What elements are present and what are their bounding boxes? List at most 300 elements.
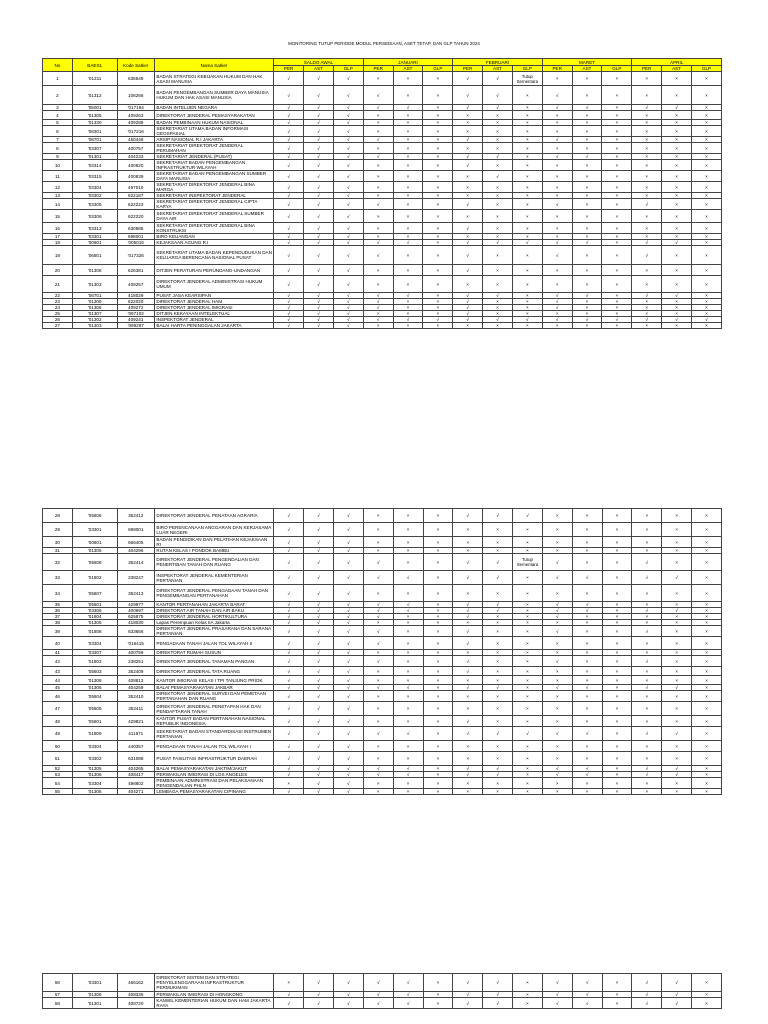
cell-status: √: [453, 571, 483, 585]
header-subcolumn-ast: AST: [572, 66, 602, 72]
cell-status: ×: [423, 509, 453, 523]
cell-status: ×: [393, 246, 423, 265]
cell-status: ×: [512, 105, 542, 111]
cell-status: ×: [453, 620, 483, 626]
cell-status: ×: [572, 620, 602, 626]
cell-status: ×: [602, 998, 632, 1009]
cell-status: √: [333, 667, 363, 676]
cell-status: ×: [483, 702, 513, 716]
cell-status: ×: [483, 778, 513, 789]
cell-status: √: [333, 620, 363, 626]
cell-status: ×: [632, 523, 662, 537]
cell-status: √: [483, 509, 513, 523]
cell-status: √: [453, 223, 483, 234]
cell-baes1: '03307: [72, 143, 117, 154]
cell-kode-satker: 633656: [117, 626, 154, 637]
cell-baes1: '05604: [72, 691, 117, 702]
cell-status: ×: [363, 223, 393, 234]
cell-status: ×: [542, 509, 572, 523]
cell-status: ×: [691, 154, 721, 160]
cell-status: √: [304, 676, 334, 685]
cell-status: ×: [393, 72, 423, 86]
cell-status: ×: [363, 210, 393, 223]
cell-nama-satker: PEMBINAAN ADMINISTRASI DAN PELAKSANAAN PENGENDALIAN PHLN: [154, 778, 273, 789]
cell-status: √: [363, 246, 393, 265]
cell-status: √: [662, 766, 692, 772]
cell-status: √: [662, 105, 692, 111]
cell-baes1: '01330: [72, 120, 117, 126]
cell-nama-satker: LEMBAGA PEMASYARAKATAN CIPINANG: [154, 789, 273, 795]
cell-status: ×: [602, 992, 632, 998]
cell-no: 2: [43, 86, 73, 105]
cell-status: √: [304, 537, 334, 548]
cell-status: ×: [662, 246, 692, 265]
cell-status: ×: [572, 111, 602, 120]
cell-status: ×: [423, 111, 453, 120]
cell-no: 38: [43, 620, 73, 626]
cell-status: √: [304, 311, 334, 317]
cell-baes1: '01803: [72, 656, 117, 667]
cell-status: √: [363, 137, 393, 143]
cell-no: 53: [43, 772, 73, 778]
cell-status: ×: [602, 608, 632, 614]
cell-no: 52: [43, 766, 73, 772]
cell-baes1: '03302: [72, 752, 117, 766]
cell-status: ×: [423, 778, 453, 789]
cell-no: 10: [43, 160, 73, 171]
cell-status: ×: [512, 299, 542, 305]
cell-status: ×: [423, 234, 453, 240]
cell-status: ×: [602, 171, 632, 182]
cell-status: ×: [602, 210, 632, 223]
cell-no: 12: [43, 182, 73, 193]
cell-status: √: [333, 265, 363, 276]
cell-status: ×: [512, 182, 542, 193]
cell-status: ×: [483, 311, 513, 317]
cell-status: √: [304, 614, 334, 620]
cell-status: ×: [512, 137, 542, 143]
cell-status: √: [304, 299, 334, 305]
cell-status: ×: [632, 614, 662, 620]
cell-status: ×: [572, 234, 602, 240]
cell-status: ×: [453, 193, 483, 199]
table-row: [43, 537, 722, 548]
cell-status: √: [483, 685, 513, 691]
cell-status: √: [363, 199, 393, 210]
cell-status: √: [304, 685, 334, 691]
cell-status: ×: [423, 223, 453, 234]
cell-status: √: [393, 608, 423, 614]
cell-status: √: [304, 120, 334, 126]
cell-status: ×: [453, 323, 483, 329]
cell-status: √: [453, 317, 483, 323]
cell-status: √: [274, 160, 304, 171]
cell-status: √: [572, 105, 602, 111]
cell-status: √: [304, 554, 334, 571]
cell-status: ×: [453, 111, 483, 120]
cell-status: ×: [513, 676, 543, 685]
cell-baes1: '03304: [72, 741, 117, 752]
cell-status: ×: [692, 571, 722, 585]
cell-status: √: [274, 276, 304, 293]
cell-status: ×: [662, 509, 692, 523]
header-subcolumn-glp: GLP: [691, 66, 721, 72]
cell-status: √: [662, 772, 692, 778]
cell-kode-satker: 409263: [117, 111, 154, 120]
cell-status: ×: [363, 716, 393, 727]
cell-kode-satker: 400820: [117, 160, 154, 171]
cell-nama-satker: INSPEKTORAT JENDERAL: [154, 317, 273, 323]
cell-status: ×: [423, 676, 453, 685]
cell-status: √: [662, 608, 692, 614]
cell-status: ×: [453, 548, 483, 554]
cell-kode-satker: 466162: [117, 974, 154, 992]
cell-status: √: [274, 548, 304, 554]
cell-no: 15: [43, 210, 73, 223]
table-row: [43, 702, 722, 716]
cell-status: ×: [483, 752, 513, 766]
cell-status: ×: [423, 265, 453, 276]
cell-kode-satker: 408720: [117, 998, 154, 1009]
cell-status: ×: [513, 702, 543, 716]
cell-status: ×: [691, 223, 721, 234]
cell-status: √: [333, 752, 363, 766]
cell-status: √: [333, 137, 363, 143]
cell-no: 27: [43, 323, 73, 329]
cell-status: ×: [692, 727, 722, 741]
cell-status: √: [363, 992, 393, 998]
cell-status: √: [632, 240, 662, 246]
cell-status: ×: [572, 171, 602, 182]
cell-status: ×: [602, 602, 632, 608]
cell-kode-satker: '017194: [117, 105, 154, 111]
cell-status: √: [662, 992, 692, 998]
cell-status: √: [542, 685, 572, 691]
cell-status: ×: [483, 299, 513, 305]
cell-status: √: [453, 509, 483, 523]
cell-status: ×: [513, 656, 543, 667]
cell-baes1: '01306: [72, 305, 117, 311]
cell-status: ×: [423, 716, 453, 727]
cell-status: ×: [572, 305, 602, 311]
cell-status: ×: [602, 685, 632, 691]
cell-status: ×: [423, 685, 453, 691]
cell-status: √: [572, 766, 602, 772]
cell-status: √: [274, 608, 304, 614]
cell-status: ×: [542, 620, 572, 626]
cell-status: ×: [423, 160, 453, 171]
cell-status: ×: [513, 650, 543, 656]
cell-status: √: [483, 72, 513, 86]
cell-status: √: [572, 154, 602, 160]
cell-status: ×: [542, 72, 572, 86]
cell-status: √: [304, 72, 334, 86]
cell-status: ×: [363, 650, 393, 656]
cell-status: √: [483, 571, 513, 585]
cell-status: ×: [602, 293, 632, 299]
cell-status: ×: [483, 126, 513, 137]
cell-status: Tutup Sementara: [512, 72, 542, 86]
cell-status: ×: [512, 86, 542, 105]
cell-status: √: [363, 317, 393, 323]
cell-status: ×: [483, 656, 513, 667]
cell-baes1: '01302: [72, 317, 117, 323]
cell-nama-satker: SEKRETARIAT DIREKTORAT JENDERAL BINA MARGA: [154, 182, 273, 193]
cell-kode-satker: 626381: [117, 265, 154, 276]
cell-status: √: [393, 974, 423, 992]
cell-status: √: [333, 317, 363, 323]
cell-status: ×: [632, 789, 662, 795]
cell-baes1: '05607: [72, 585, 117, 602]
cell-nama-satker: SEKRETARIAT BADAN PENGEMBANGAN INFRASTRUKTUR WILAYAH: [154, 160, 273, 171]
header-subcolumn-per: PER: [274, 66, 304, 72]
cell-status: ×: [513, 523, 543, 537]
cell-kode-satker: 400759: [117, 650, 154, 656]
cell-status: ×: [483, 193, 513, 199]
cell-status: ×: [423, 323, 453, 329]
cell-status: √: [304, 789, 334, 795]
cell-status: ×: [572, 585, 602, 602]
cell-status: √: [304, 265, 334, 276]
cell-status: ×: [423, 311, 453, 317]
cell-status: ×: [453, 778, 483, 789]
cell-status: √: [274, 111, 304, 120]
cell-no: 57: [43, 992, 73, 998]
cell-status: ×: [513, 974, 543, 992]
cell-status: ×: [513, 626, 543, 637]
cell-no: 56: [43, 974, 73, 992]
cell-status: ×: [602, 276, 632, 293]
cell-status: ×: [512, 171, 542, 182]
cell-status: √: [453, 727, 483, 741]
cell-status: ×: [363, 691, 393, 702]
cell-status: ×: [572, 323, 602, 329]
cell-status: √: [333, 691, 363, 702]
cell-status: ×: [572, 126, 602, 137]
header-period: MARET: [542, 59, 632, 66]
cell-status: ×: [662, 137, 692, 143]
cell-baes1: '01306: [72, 992, 117, 998]
cell-status: ×: [483, 626, 513, 637]
cell-status: √: [363, 154, 393, 160]
cell-status: ×: [602, 727, 632, 741]
cell-kode-satker: '017326: [117, 246, 154, 265]
cell-kode-satker: 630885: [117, 223, 154, 234]
cell-status: ×: [363, 126, 393, 137]
cell-nama-satker: DIREKTORAT JENDERAL TANAMAN PANGAN: [154, 656, 273, 667]
cell-baes1: '01808: [72, 626, 117, 637]
cell-status: ×: [483, 585, 513, 602]
cell-status: ×: [662, 676, 692, 685]
cell-status: ×: [423, 210, 453, 223]
cell-status: √: [632, 772, 662, 778]
cell-status: ×: [691, 210, 721, 223]
cell-nama-satker: PENGADAAN TANAH JALAN TOL WILAYAH I: [154, 741, 273, 752]
cell-status: √: [542, 554, 572, 571]
cell-status: √: [304, 509, 334, 523]
table-row: [43, 210, 722, 223]
cell-status: √: [483, 317, 513, 323]
cell-status: ×: [453, 691, 483, 702]
cell-status: √: [393, 105, 423, 111]
cell-baes1: '01305: [72, 685, 117, 691]
cell-status: ×: [602, 120, 632, 126]
cell-status: ×: [483, 323, 513, 329]
cell-status: ×: [512, 293, 542, 299]
cell-no: 29: [43, 523, 73, 537]
cell-status: √: [304, 626, 334, 637]
cell-status: √: [363, 626, 393, 637]
cell-status: ×: [513, 691, 543, 702]
cell-status: ×: [691, 246, 721, 265]
cell-status: ×: [483, 716, 513, 727]
cell-status: ×: [662, 626, 692, 637]
cell-status: ×: [632, 778, 662, 789]
cell-status: ×: [423, 537, 453, 548]
cell-status: ×: [572, 143, 602, 154]
cell-status: √: [274, 299, 304, 305]
cell-status: √: [453, 637, 483, 650]
cell-kode-satker: 622223: [117, 199, 154, 210]
cell-kode-satker: 622220: [117, 210, 154, 223]
cell-status: √: [483, 998, 513, 1009]
cell-status: √: [333, 992, 363, 998]
cell-no: 47: [43, 702, 73, 716]
cell-status: ×: [602, 323, 632, 329]
cell-status: √: [632, 571, 662, 585]
table-row: [43, 554, 722, 571]
cell-status: √: [274, 716, 304, 727]
cell-status: ×: [363, 160, 393, 171]
cell-status: √: [483, 171, 513, 182]
cell-nama-satker: BADAN INTELIJEN NEGARA: [154, 105, 273, 111]
cell-kode-satker: 409257: [117, 276, 154, 293]
table-row: [43, 143, 722, 154]
cell-status: √: [333, 72, 363, 86]
cell-status: ×: [363, 276, 393, 293]
cell-status: ×: [423, 974, 453, 992]
cell-status: √: [274, 317, 304, 323]
cell-status: ×: [483, 143, 513, 154]
cell-nama-satker: DIREKTORAT JENDERAL PEMASYARAKATAN: [154, 111, 273, 120]
cell-status: ×: [691, 182, 721, 193]
cell-kode-satker: 409288: [117, 120, 154, 126]
cell-status: ×: [572, 199, 602, 210]
cell-status: √: [304, 105, 334, 111]
cell-status: ×: [632, 193, 662, 199]
cell-status: ×: [542, 182, 572, 193]
cell-status: √: [274, 143, 304, 154]
cell-status: ×: [572, 716, 602, 727]
cell-status: ×: [572, 667, 602, 676]
cell-status: √: [333, 789, 363, 795]
cell-status: ×: [513, 789, 543, 795]
cell-status: √: [572, 240, 602, 246]
cell-status: ×: [632, 171, 662, 182]
table-row: [43, 789, 722, 795]
cell-status: √: [304, 182, 334, 193]
cell-status: ×: [572, 523, 602, 537]
cell-status: √: [453, 293, 483, 299]
cell-status: ×: [572, 193, 602, 199]
cell-status: √: [363, 554, 393, 571]
cell-status: ×: [363, 620, 393, 626]
cell-status: √: [542, 299, 572, 305]
cell-status: ×: [602, 137, 632, 143]
cell-nama-satker: DIREKTORAT JENDERAL SURVEI DAN PEMETAAN PERTANAHAN DAN RUANG: [154, 691, 273, 702]
cell-status: ×: [602, 585, 632, 602]
cell-status: ×: [572, 614, 602, 620]
cell-no: 9: [43, 154, 73, 160]
cell-nama-satker: DIREKTORAT JENDERAL HORTIKULTURA: [154, 614, 273, 620]
cell-status: ×: [423, 523, 453, 537]
cell-status: √: [453, 656, 483, 667]
cell-status: ×: [662, 265, 692, 276]
cell-no: 43: [43, 667, 73, 676]
cell-nama-satker: DIREKTORAT JENDERAL PENETAPAN HAK DAN PENDAFTARAN TANAH: [154, 702, 273, 716]
cell-status: ×: [662, 650, 692, 656]
cell-status: √: [542, 199, 572, 210]
cell-no: 51: [43, 752, 73, 766]
cell-status: √: [333, 637, 363, 650]
cell-status: √: [304, 602, 334, 608]
cell-kode-satker: 238247: [117, 571, 154, 585]
cell-status: ×: [602, 778, 632, 789]
cell-status: √: [453, 614, 483, 620]
cell-status: √: [691, 317, 721, 323]
cell-kode-satker: 238251: [117, 656, 154, 667]
cell-status: ×: [662, 637, 692, 650]
cell-status: ×: [393, 323, 423, 329]
cell-status: ×: [602, 523, 632, 537]
cell-status: ×: [692, 650, 722, 656]
cell-status: √: [363, 105, 393, 111]
table-row: [43, 667, 722, 676]
cell-status: ×: [572, 265, 602, 276]
cell-status: ×: [542, 676, 572, 685]
cell-kode-satker: '015415: [117, 637, 154, 650]
cell-status: √: [632, 554, 662, 571]
cell-status: ×: [632, 702, 662, 716]
cell-status: ×: [423, 667, 453, 676]
table-row: [43, 265, 722, 276]
cell-status: ×: [483, 120, 513, 126]
header-subcolumn-ast: AST: [393, 66, 423, 72]
cell-status: ×: [691, 120, 721, 126]
cell-status: ×: [632, 234, 662, 240]
cell-status: √: [483, 240, 513, 246]
cell-status: ×: [423, 299, 453, 305]
cell-status: ×: [363, 111, 393, 120]
cell-status: ×: [393, 171, 423, 182]
cell-kode-satker: 352413: [117, 585, 154, 602]
cell-status: ×: [453, 276, 483, 293]
cell-status: ×: [602, 143, 632, 154]
cell-status: ×: [662, 154, 692, 160]
cell-status: ×: [423, 571, 453, 585]
cell-status: ×: [512, 199, 542, 210]
cell-status: √: [333, 223, 363, 234]
cell-status: ×: [483, 537, 513, 548]
cell-status: ×: [542, 120, 572, 126]
cell-status: √: [274, 537, 304, 548]
cell-status: √: [453, 772, 483, 778]
cell-status: √: [333, 727, 363, 741]
cell-status: ×: [542, 265, 572, 276]
cell-status: √: [453, 602, 483, 608]
cell-status: √: [304, 276, 334, 293]
cell-status: √: [333, 656, 363, 667]
